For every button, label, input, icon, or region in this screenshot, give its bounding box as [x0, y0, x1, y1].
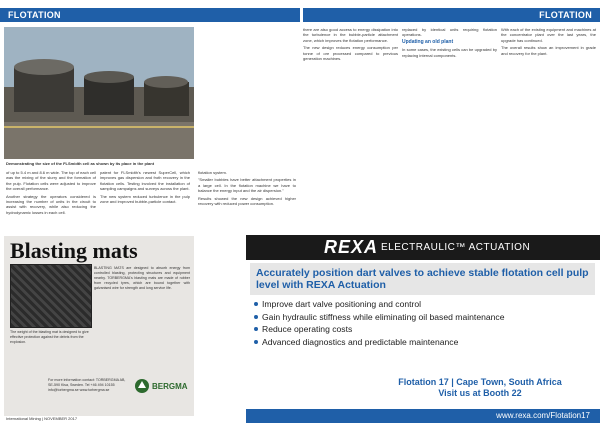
section-header-right: FLOTATION [303, 8, 600, 22]
photo-caption: Demonstrating the size of the FLSmidth cell as shown by its place in the plant [6, 161, 155, 166]
bullet-icon [254, 315, 258, 319]
ad-bullet [254, 337, 594, 348]
bergma-logo [134, 376, 190, 396]
page-footer: International Mining | NOVEMBER 2017 [6, 416, 78, 421]
ad-bullet [254, 324, 594, 335]
bullet-icon [254, 340, 258, 344]
text-column-6 [501, 27, 596, 232]
blasting-mats-caption: The weight of the blasting mat is designed to give effective protection against the debris from the explosion. [10, 330, 89, 344]
ad-event-location: Flotation 17 | Cape Town, South Africa [398, 377, 562, 387]
blasting-mats-text: BLASTING MATS are designed to absorb energy from controlled blasting, protecting structures and equipment nearby. TORBERGMA's blasting mats are made of rubber from recycled tyres, which are bound together with galvanised wire for strength and long service life. [94, 266, 190, 290]
bullet-icon [254, 327, 258, 331]
ad-bullet-list [254, 299, 594, 349]
bergma-logo-icon [134, 376, 190, 396]
ad-bullet-text: Advanced diagnostics and predictable maintenance [262, 336, 459, 347]
ad-headline: Accurately position dart valves to achieve stable flotation cell pulp level with REXA Actuation [250, 263, 595, 295]
paragraph: With each of the existing equipment and machines at the concentrator plant over the last years, the upgrade has continued. [501, 27, 596, 43]
ad-bullet-text: Improve dart valve positioning and control [262, 299, 422, 309]
paragraph: In some cases, the existing cells can be upgraded by replacing internal components. [402, 47, 497, 58]
ad-event-info [364, 377, 596, 399]
ad-event-booth: Visit us at Booth 22 [438, 388, 522, 398]
paragraph: flotation system. [198, 170, 227, 175]
paragraph: The new system reduced turbulence in the pulp zone and improved bubble-particle contact. [100, 193, 190, 205]
ad-bullet [254, 299, 594, 310]
section-header-left: FLOTATION [0, 8, 300, 22]
rexa-logo-banner [246, 235, 600, 260]
ad-url-link[interactable]: www.rexa.com/Flotation17 [246, 409, 600, 423]
paragraph: patent for FLSmidth's newest SuperCell, which improves gas dispersion and froth recovery in the flotation cells. Testing involved the installation of sampling campaigns and surveys across the plant. [100, 170, 190, 192]
flotation-plant-photo [4, 27, 194, 159]
blasting-mats-box [4, 236, 194, 416]
paragraph: replaced by identical units requiring flotation operations. [402, 27, 497, 38]
ad-bullet-text: Reduce operating costs [262, 324, 353, 334]
paragraph: The new design reduces energy consumption per tonne of ore processed compared to previous generation machines. [303, 45, 398, 62]
text-column-5 [402, 27, 497, 232]
text-column-2 [100, 170, 190, 232]
text-column-4 [303, 27, 398, 232]
rexa-advertisement [246, 235, 600, 423]
paragraph: "Smaller bubbles have better attachment properties in a large cell. In the flotation machine we have to balance the energy input and the air dispersion." [198, 177, 296, 194]
ad-bullet-text: Gain hydraulic stiffness while eliminating oil based maintenance [262, 311, 505, 322]
blasting-mats-photo [10, 264, 92, 328]
blasting-mats-contact: For more information contact: TORBERGMA AB, SE-590 Kisa, Sweden. Tel +46 494 10155 info@torbergma.se www.torbergma.se [48, 378, 126, 392]
rexa-logo-subtitle: ELECTRAULIC™ ACTUATION [381, 242, 531, 253]
paragraph: of up to 5.4 m and 8.6 m wide. The top of each cell was the mixing of the slurry and the formation of the pulp. Flotation cells were adjusted to improve the overall performance. [6, 170, 96, 192]
rexa-logo: REXA [324, 237, 379, 257]
subheading: Updating an old plant [402, 38, 454, 45]
ad-bullet [254, 312, 594, 323]
blasting-mats-title: Blasting mats [10, 238, 138, 263]
bullet-icon [254, 302, 258, 306]
paragraph: The overall results show an improvement in grade and recovery for the plant. [501, 45, 596, 56]
paragraph: there are also good access to energy dissipation into the turbulence in the bubble-particle attachment zone, which improves the flotation performance. [303, 27, 398, 43]
text-column-1 [6, 170, 96, 232]
bergma-logo-text: BERGMA [152, 382, 188, 391]
paragraph: Another strategy the operators considered is increasing the number of units in the circuit to assist with recovery, while also reducing the hydrodynamic losses in each cell. [6, 193, 96, 215]
paragraph: Results showed the new design achieved higher recovery with reduced power consumption. [198, 195, 296, 207]
flotation-tanks-image [4, 27, 194, 159]
